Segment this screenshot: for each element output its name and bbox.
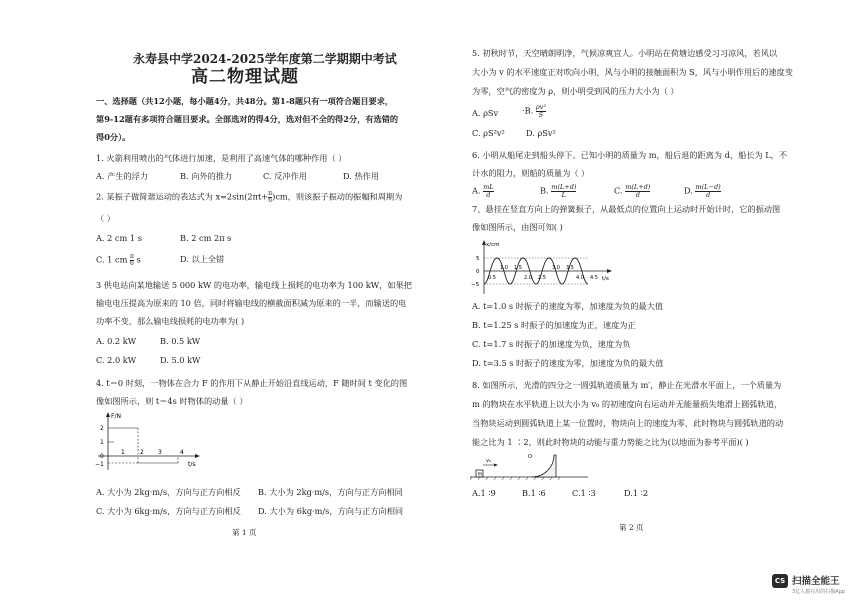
q6-d-fraction (695, 184, 720, 199)
q2-c-fraction (130, 254, 134, 267)
q2-c-num: π (129, 253, 134, 260)
q2-stem (96, 191, 402, 204)
q4-y-tick-0: 0 (100, 453, 104, 460)
q3-option-b: B. 0.5 kW (160, 336, 201, 346)
q6-c-num: m(L+d) (625, 183, 651, 191)
q3-line-1: 3 供电站向某地输送 5 000 kW 的电功率，输电线上损耗的电功率为 100 kW，如果把 (96, 280, 412, 290)
q2-frac-den: 6 (268, 197, 273, 204)
q5-option-a: A. ρSv (472, 108, 499, 118)
q7-x-tick-1.0: 1.0 (500, 265, 508, 271)
q2-stem-pre: 2. 某振子做简谐运动的表达式为 x=2sin(2πt+ (96, 191, 269, 202)
q6-line-1: 6. 小明从船尾走到船头停下。已知小明的质量为 m，船后退的距离为 d，船长为 L，不 (472, 150, 788, 160)
q7-x-tick-3.0: 3.0 (552, 265, 560, 271)
q6-option-a (472, 184, 494, 199)
q1-option-c: C. 反冲作用 (263, 171, 307, 181)
q7-x-label: t/s (602, 276, 609, 282)
q6-d-pre: D. (684, 185, 693, 196)
q4-y-tick-neg1: −1 (95, 461, 104, 468)
q6-option-d (684, 184, 721, 199)
q8-option-a: A.1 ∶9 (472, 488, 496, 498)
q4-x-tick-2: 2 (140, 449, 144, 456)
q5-b-num: ρv² (535, 103, 546, 111)
q2-frac-num: π (268, 190, 273, 197)
q6-d-den: d (705, 191, 711, 199)
q5-line-2: 大小为 v 的水平速度正对吹向小明，风与小明的接触面积为 S，风与小明作用后的速度变 (472, 67, 793, 77)
q6-b-fraction (551, 184, 576, 199)
page-1-footer: 第 1 页 (232, 528, 257, 537)
q4-line-1: 4. t＝0 时刻，一物体在合力 F 的作用下从静止开始沿直线运动，F 随时间 t 变化的图 (96, 378, 408, 388)
q7-x-tick-4.0: 4.0 (576, 275, 584, 281)
q7-line-1: 7、悬挂在竖直方向上的弹簧振子，从最低点的位置向上运动时开始计时，它的振动图 (472, 204, 781, 214)
q7-option-c: C. t=1.7 s 时振子的加速度为负，速度为负 (472, 339, 631, 349)
q5-b-fraction (536, 104, 546, 119)
q7-y-label: x/cm (486, 242, 500, 248)
q6-b-num: m(L+d) (551, 183, 577, 191)
q1-option-b: B. 向外的推力 (180, 171, 233, 181)
q1-stem: 1. 火箭利用喷出的气体进行加速，是利用了高速气体的哪种作用（ ） (96, 153, 347, 163)
q6-a-pre: A. (472, 185, 481, 196)
q7-x-tick-0.5: 0.5 (488, 275, 496, 281)
q8-line-3: 当物块运动到圆弧轨道上某一位置时，物块向上的速度为零，此时物块与圆弧轨道的动 (472, 418, 784, 428)
q2-option-a: A. 2 cm 1 s (96, 233, 142, 243)
q8-option-d: D.1 ∶2 (624, 488, 649, 498)
q5-b-den: S (538, 111, 544, 119)
q2-stem-post: )cm，则该振子振动的振幅和周期为 (272, 191, 403, 202)
q6-b-pre: B. (540, 185, 549, 196)
q7-x-tick-3.5: 3.5 (566, 265, 574, 271)
q3-line-3: 功率不变，那么输电线损耗的电功率为( ) (96, 316, 245, 326)
q7-x-tick-2.0: 2.0 (524, 275, 532, 281)
camscanner-tagline: 3亿人都在用的扫描App (792, 589, 845, 595)
q5-b-pre: ·B. (522, 105, 534, 116)
q4-force-time-graph (94, 410, 204, 474)
q7-y-tick-5: 5 (476, 256, 480, 262)
q5-option-d: D. ρSv² (526, 128, 556, 138)
camscanner-name: 扫描全能王 (792, 576, 840, 587)
q8-option-c: C.1 ∶3 (572, 488, 596, 498)
q6-a-num: mL (483, 183, 494, 191)
section1-line-2: 第9-12题有多项符合题目要求。全部选对的得4分，选对但不全的得2分，有选错的 (96, 114, 399, 124)
q8-option-b: B.1 ∶6 (522, 488, 546, 498)
q7-oscillation-graph (470, 238, 620, 296)
page-2-footer: 第 2 页 (619, 523, 644, 532)
q5-line-3: 为零，空气的密度为 ρ，则小明受到风的压力大小为（ ） (472, 86, 679, 96)
q4-option-c: C. 大小为 6kg·m/s，方向与正方向相反 (96, 506, 241, 516)
q6-option-b (540, 184, 576, 199)
school-title: 永寿县中学2024-2025学年度第二学期期中考试 (133, 52, 397, 66)
q7-y-tick-0: 0 (476, 269, 480, 275)
q7-option-b: B. t=1.25 s 时振子的加速度为正，速度为正 (472, 320, 636, 330)
q4-y-label: F/N (111, 413, 121, 420)
q5-option-c: C. ρS²v² (472, 128, 505, 138)
q7-option-a: A. t=1.0 s 时振子的速度为零，加速度为负的最大值 (472, 301, 664, 311)
q6-line-2: 计水的阻力，则船的质量为（ ） (472, 168, 590, 178)
section1-line-3: 得0分）。 (96, 132, 131, 142)
q8-line-1: 8. 如图所示，光滑的四分之一圆弧轨道质量为 m′，静止在光滑水平面上，一个质量为 (472, 380, 782, 390)
q5-option-b (522, 104, 546, 119)
exam-page-2 (430, 0, 860, 608)
q1-option-d: D. 热作用 (343, 171, 380, 181)
q3-line-2: 输电电压提高为原来的 10 倍，同时将输电线的横截面积减为原来的一半，而输送的电 (96, 298, 407, 308)
q8-block-m: m (477, 471, 483, 478)
q7-x-tick-4.5: 4.5 (590, 275, 598, 281)
q1-option-a: A. 产生的浮力 (96, 171, 149, 181)
q4-y-tick-1: 1 (100, 439, 104, 446)
q3-option-a: A. 0.2 kW (96, 336, 137, 346)
q7-y-tick-neg5: −5 (471, 282, 480, 288)
q4-x-label: t/s (188, 461, 196, 468)
q2-option-b: B. 2 cm 2π s (180, 233, 232, 243)
q8-line-2: m 的物块在水平轨道上以大小为 v₀ 的初速度向右运动并无能量损失地滑上圆弧轨道， (472, 399, 783, 409)
q8-o-label: O (528, 454, 532, 460)
q6-c-fraction (625, 184, 650, 199)
q2-c-den: 6 (130, 260, 134, 267)
q4-option-d: D. 大小为 6kg·m/s，方向与正方向相同 (258, 506, 404, 516)
q7-x-tick-1.5: 1.5 (514, 265, 522, 271)
camscanner-logo: CS (772, 574, 788, 588)
q2-option-c (96, 254, 141, 267)
q6-a-den: d (486, 191, 491, 199)
q7-x-tick-2.5: 2.5 (538, 275, 546, 281)
q4-option-a: A. 大小为 2kg·m/s，方向与正方向相反 (96, 487, 241, 497)
q6-c-den: d (635, 191, 640, 199)
q8-line-4: 能之比为 1 ∶2，则此时物块的动能与重力势能之比为(以地面为参考平面)( ) (472, 437, 749, 447)
q8-arc-track-figure (470, 453, 590, 481)
q7-line-2: 像如图所示，由图可知( ) (472, 222, 563, 232)
q2-c-post: s (136, 254, 141, 265)
q3-option-d: D. 5.0 kW (160, 355, 201, 365)
q4-option-b: B. 大小为 2kg·m/s，方向与正方向相同 (258, 487, 403, 497)
q4-x-tick-1: 1 (121, 449, 125, 456)
q4-x-tick-4: 4 (180, 449, 184, 456)
section1-line-1: 一、选择题（共12小题，每小题4分，共48分。第1-8题只有一项符合题目要求， (96, 96, 394, 106)
q4-y-tick-2: 2 (100, 425, 104, 432)
q3-option-c: C. 2.0 kW (96, 355, 137, 365)
q6-d-num: m(L−d) (695, 183, 721, 191)
q8-v0-label: v₀ (486, 458, 491, 464)
q4-line-2: 像如图所示，则 t＝4s 时物体的动量（ ） (96, 396, 248, 406)
q6-c-pre: C. (614, 185, 623, 196)
q2-c-pre: C. 1 cm (96, 254, 128, 265)
q6-a-fraction (483, 184, 493, 199)
q6-b-den: L (561, 191, 566, 199)
q4-x-tick-3: 3 (158, 449, 162, 456)
q2-paren: （ ） (96, 213, 115, 223)
subject-title: 高二物理试题 (191, 67, 299, 87)
q5-line-1: 5. 初秋时节，天空晴朗明净，气候凉爽宜人。小明站在荷塘边感受习习凉风，若风以 (472, 48, 778, 58)
q7-option-d: D. t=3.5 s 时振子的速度为零，加速度为负的最大值 (472, 358, 664, 368)
q6-option-c (614, 184, 650, 199)
q2-option-d: D. 以上全错 (180, 254, 225, 264)
